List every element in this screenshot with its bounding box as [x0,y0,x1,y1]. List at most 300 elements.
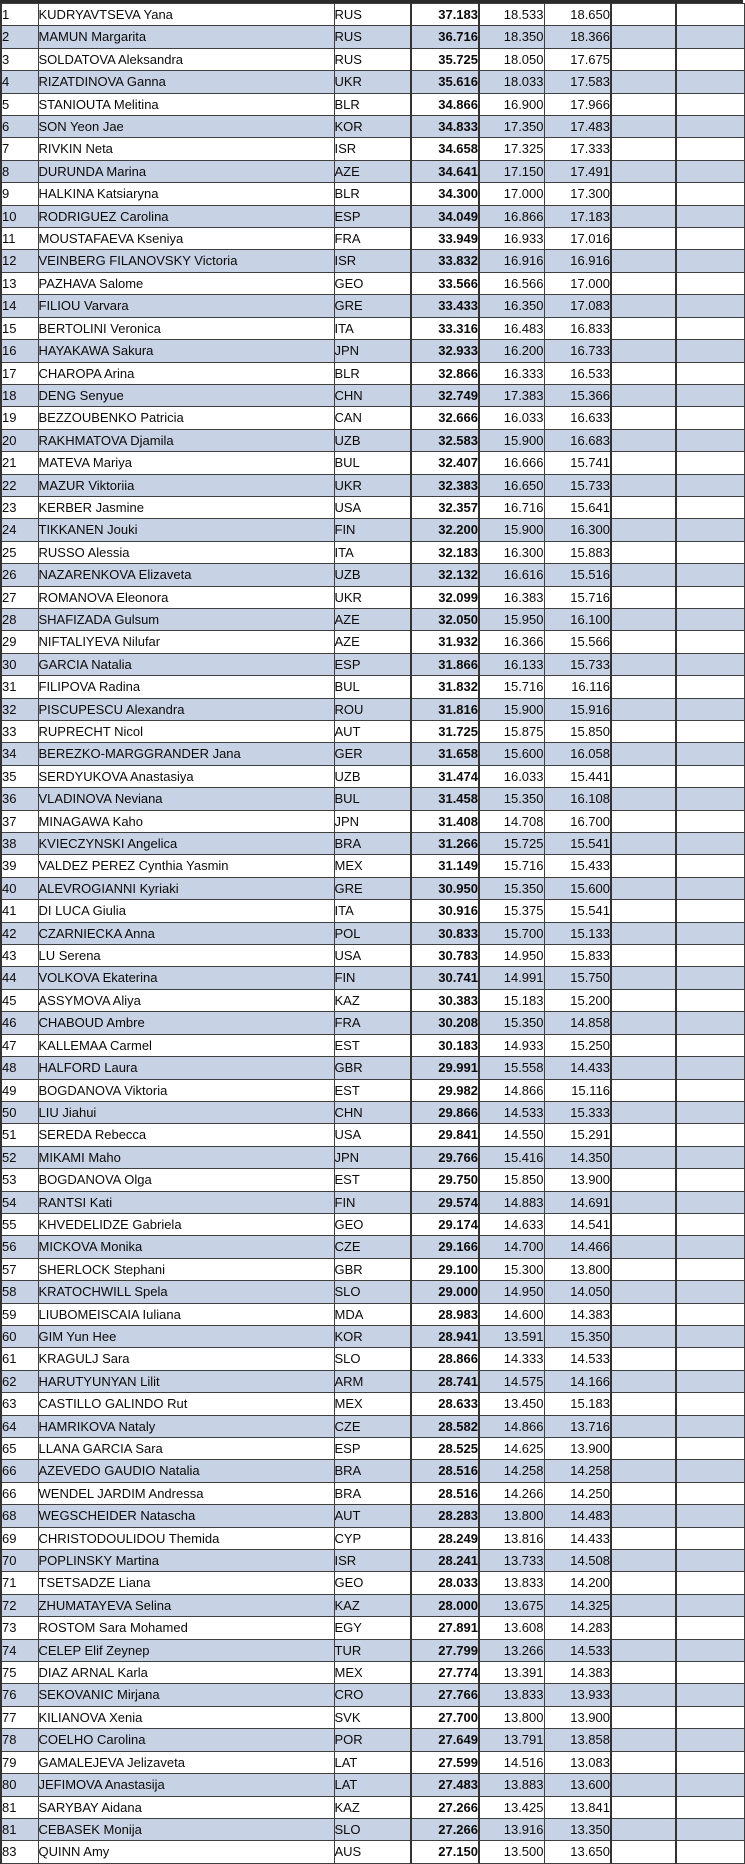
name-cell: MINAGAWA Kaho [38,810,334,832]
country-cell: SVK [334,1706,411,1728]
country-cell: UKR [334,474,411,496]
rank-cell: 23 [1,496,38,518]
empty-cell-1 [611,1527,676,1549]
table-row [1,48,744,70]
name-cell: HAMRIKOVA Nataly [38,1415,334,1437]
rank-cell: 11 [1,228,38,250]
score1-cell: 15.950 [479,608,544,630]
empty-cell-1 [611,1662,676,1684]
country-cell: AUS [334,1841,411,1863]
empty-cell-1 [611,1639,676,1661]
table-row [1,1303,744,1325]
empty-cell-1 [611,1460,676,1482]
total-score-cell: 28.525 [411,1438,479,1460]
score1-cell: 14.533 [479,1101,544,1123]
total-score-cell: 31.474 [411,765,479,787]
empty-cell-2 [676,541,744,563]
score1-cell: 15.350 [479,1012,544,1034]
country-cell: EST [334,1079,411,1101]
score2-cell: 15.516 [544,564,611,586]
table-row [1,743,744,765]
table-row [1,474,744,496]
name-cell: TIKKANEN Jouki [38,519,334,541]
total-score-cell: 30.383 [411,989,479,1011]
rank-cell: 54 [1,1191,38,1213]
empty-cell-1 [611,519,676,541]
score1-cell: 14.883 [479,1191,544,1213]
rank-cell: 34 [1,743,38,765]
empty-cell-2 [676,1415,744,1437]
score2-cell: 17.183 [544,205,611,227]
name-cell: MAZUR Viktoriia [38,474,334,496]
country-cell: UKR [334,71,411,93]
empty-cell-2 [676,160,744,182]
rank-cell: 2 [1,26,38,48]
table-row [1,1617,744,1639]
name-cell: CELEP Elif Zeynep [38,1639,334,1661]
table-row [1,1325,744,1347]
name-cell: KHVEDELIDZE Gabriela [38,1213,334,1235]
name-cell: LU Serena [38,945,334,967]
empty-cell-2 [676,1505,744,1527]
rank-cell: 71 [1,1572,38,1594]
score2-cell: 15.733 [544,474,611,496]
country-cell: FRA [334,1012,411,1034]
name-cell: WEGSCHEIDER Natascha [38,1505,334,1527]
rank-cell: 65 [1,1438,38,1460]
empty-cell-2 [676,340,744,362]
empty-cell-1 [611,496,676,518]
table-row [1,452,744,474]
empty-cell-2 [676,48,744,70]
empty-cell-2 [676,1617,744,1639]
rank-cell: 70 [1,1550,38,1572]
rank-cell: 80 [1,1774,38,1796]
empty-cell-2 [676,272,744,294]
rank-cell: 51 [1,1124,38,1146]
name-cell: POPLINSKY Martina [38,1550,334,1572]
rank-cell: 35 [1,765,38,787]
score1-cell: 16.616 [479,564,544,586]
table-row [1,1213,744,1235]
table-row [1,407,744,429]
name-cell: RUPRECHT Nicol [38,721,334,743]
score1-cell: 16.650 [479,474,544,496]
name-cell: LIU Jiahui [38,1101,334,1123]
score2-cell: 16.116 [544,676,611,698]
empty-cell-2 [676,205,744,227]
total-score-cell: 32.583 [411,429,479,451]
rank-cell: 60 [1,1325,38,1347]
total-score-cell: 31.816 [411,698,479,720]
country-cell: MEX [334,855,411,877]
country-cell: AZE [334,608,411,630]
score2-cell: 14.533 [544,1348,611,1370]
total-score-cell: 31.149 [411,855,479,877]
total-score-cell: 32.749 [411,384,479,406]
name-cell: BOGDANOVA Viktoria [38,1079,334,1101]
rank-cell: 12 [1,250,38,272]
name-cell: SHAFIZADA Gulsum [38,608,334,630]
country-cell: BRA [334,1460,411,1482]
country-cell: EST [334,1034,411,1056]
name-cell: RAKHMATOVA Djamila [38,429,334,451]
empty-cell-2 [676,877,744,899]
score2-cell: 14.508 [544,1550,611,1572]
rank-cell: 56 [1,1236,38,1258]
name-cell: TSETSADZE Liana [38,1572,334,1594]
total-score-cell: 28.516 [411,1460,479,1482]
rank-cell: 9 [1,183,38,205]
empty-cell-1 [611,1146,676,1168]
score2-cell: 17.083 [544,295,611,317]
country-cell: FIN [334,1191,411,1213]
table-row [1,1012,744,1034]
name-cell: MICKOVA Monika [38,1236,334,1258]
score1-cell: 18.350 [479,26,544,48]
score1-cell: 13.733 [479,1550,544,1572]
score2-cell: 14.433 [544,1057,611,1079]
country-cell: FRA [334,228,411,250]
country-cell: LAT [334,1751,411,1773]
empty-cell-1 [611,765,676,787]
rank-cell: 46 [1,1012,38,1034]
table-row [1,653,744,675]
table-row [1,362,744,384]
total-score-cell: 34.866 [411,93,479,115]
name-cell: KRATOCHWILL Spela [38,1281,334,1303]
rank-cell: 49 [1,1079,38,1101]
empty-cell-2 [676,1348,744,1370]
rank-cell: 13 [1,272,38,294]
score2-cell: 15.750 [544,967,611,989]
table-row [1,1057,744,1079]
name-cell: HARUTYUNYAN Lilit [38,1370,334,1392]
empty-cell-1 [611,721,676,743]
name-cell: SERDYUKOVA Anastasiya [38,765,334,787]
table-row [1,1258,744,1280]
total-score-cell: 35.725 [411,48,479,70]
country-cell: LAT [334,1774,411,1796]
name-cell: KVIECZYNSKI Angelica [38,833,334,855]
empty-cell-1 [611,1281,676,1303]
total-score-cell: 28.633 [411,1393,479,1415]
score1-cell: 18.533 [479,4,544,26]
score2-cell: 15.916 [544,698,611,720]
name-cell: KUDRYAVTSEVA Yana [38,4,334,26]
score1-cell: 16.350 [479,295,544,317]
country-cell: USA [334,945,411,967]
total-score-cell: 29.766 [411,1146,479,1168]
empty-cell-1 [611,1393,676,1415]
country-cell: KOR [334,1325,411,1347]
country-cell: ITA [334,900,411,922]
table-row [1,788,744,810]
name-cell: HALKINA Katsiaryna [38,183,334,205]
rank-cell: 52 [1,1146,38,1168]
country-cell: USA [334,1124,411,1146]
score2-cell: 15.183 [544,1393,611,1415]
country-cell: POR [334,1729,411,1751]
name-cell: VALDEZ PEREZ Cynthia Yasmin [38,855,334,877]
total-score-cell: 30.916 [411,900,479,922]
total-score-cell: 33.949 [411,228,479,250]
empty-cell-2 [676,1281,744,1303]
name-cell: GIM Yun Hee [38,1325,334,1347]
rank-cell: 83 [1,1841,38,1863]
empty-cell-1 [611,877,676,899]
score1-cell: 14.266 [479,1482,544,1504]
table-row [1,1281,744,1303]
score2-cell: 14.283 [544,1617,611,1639]
score1-cell: 15.350 [479,788,544,810]
total-score-cell: 27.483 [411,1774,479,1796]
name-cell: NIFTALIYEVA Nilufar [38,631,334,653]
rank-cell: 33 [1,721,38,743]
empty-cell-2 [676,1460,744,1482]
name-cell: SHERLOCK Stephani [38,1258,334,1280]
rank-cell: 66 [1,1460,38,1482]
rank-cell: 68 [1,1505,38,1527]
score2-cell: 15.200 [544,989,611,1011]
empty-cell-1 [611,922,676,944]
table-row [1,71,744,93]
score1-cell: 14.600 [479,1303,544,1325]
empty-cell-2 [676,721,744,743]
total-score-cell: 32.666 [411,407,479,429]
name-cell: CEBASEK Monija [38,1818,334,1840]
empty-cell-1 [611,317,676,339]
country-cell: EST [334,1169,411,1191]
total-score-cell: 29.841 [411,1124,479,1146]
table-row [1,1438,744,1460]
empty-cell-1 [611,1325,676,1347]
total-score-cell: 31.932 [411,631,479,653]
total-score-cell: 29.866 [411,1101,479,1123]
rank-cell: 43 [1,945,38,967]
rank-cell: 7 [1,138,38,160]
score1-cell: 14.575 [479,1370,544,1392]
country-cell: AUT [334,721,411,743]
score2-cell: 16.916 [544,250,611,272]
name-cell: RANTSI Kati [38,1191,334,1213]
rank-cell: 76 [1,1684,38,1706]
country-cell: ITA [334,541,411,563]
empty-cell-2 [676,743,744,765]
name-cell: FILIPOVA Radina [38,676,334,698]
table-row [1,26,744,48]
total-score-cell: 27.799 [411,1639,479,1661]
empty-cell-2 [676,4,744,26]
score1-cell: 14.991 [479,967,544,989]
table-row [1,1550,744,1572]
country-cell: CRO [334,1684,411,1706]
total-score-cell: 33.832 [411,250,479,272]
score1-cell: 14.708 [479,810,544,832]
country-cell: GRE [334,877,411,899]
rank-cell: 17 [1,362,38,384]
rank-cell: 21 [1,452,38,474]
score2-cell: 16.533 [544,362,611,384]
name-cell: RODRIGUEZ Carolina [38,205,334,227]
empty-cell-2 [676,138,744,160]
total-score-cell: 27.266 [411,1818,479,1840]
score1-cell: 13.916 [479,1818,544,1840]
results-table [0,3,745,1864]
empty-cell-2 [676,71,744,93]
empty-cell-1 [611,1213,676,1235]
empty-cell-2 [676,1751,744,1773]
country-cell: EGY [334,1617,411,1639]
total-score-cell: 27.599 [411,1751,479,1773]
rank-cell: 26 [1,564,38,586]
empty-cell-2 [676,1818,744,1840]
rank-cell: 36 [1,788,38,810]
total-score-cell: 27.700 [411,1706,479,1728]
empty-cell-2 [676,1191,744,1213]
country-cell: ISR [334,1550,411,1572]
total-score-cell: 31.866 [411,653,479,675]
empty-cell-2 [676,1303,744,1325]
table-row [1,1796,744,1818]
name-cell: RIVKIN Neta [38,138,334,160]
score2-cell: 16.633 [544,407,611,429]
score2-cell: 15.291 [544,1124,611,1146]
table-row [1,160,744,182]
rank-cell: 78 [1,1729,38,1751]
country-cell: ISR [334,138,411,160]
empty-cell-1 [611,1550,676,1572]
country-cell: SLO [334,1281,411,1303]
score2-cell: 13.900 [544,1706,611,1728]
score2-cell: 15.133 [544,922,611,944]
country-cell: CZE [334,1415,411,1437]
name-cell: MOUSTAFAEVA Kseniya [38,228,334,250]
country-cell: JPN [334,340,411,362]
score2-cell: 15.366 [544,384,611,406]
score2-cell: 13.800 [544,1258,611,1280]
country-cell: AZE [334,631,411,653]
total-score-cell: 29.982 [411,1079,479,1101]
empty-cell-2 [676,1124,744,1146]
country-cell: SLO [334,1818,411,1840]
empty-cell-1 [611,653,676,675]
score2-cell: 14.466 [544,1236,611,1258]
score1-cell: 17.383 [479,384,544,406]
score2-cell: 14.433 [544,1527,611,1549]
country-cell: MDA [334,1303,411,1325]
name-cell: CHRISTODOULIDOU Themida [38,1527,334,1549]
score2-cell: 15.850 [544,721,611,743]
empty-cell-1 [611,1124,676,1146]
table-row [1,1415,744,1437]
empty-cell-1 [611,833,676,855]
empty-cell-2 [676,1169,744,1191]
name-cell: WENDEL JARDIM Andressa [38,1482,334,1504]
country-cell: AZE [334,160,411,182]
table-row [1,1841,744,1863]
empty-cell-1 [611,1236,676,1258]
empty-cell-1 [611,228,676,250]
total-score-cell: 31.725 [411,721,479,743]
name-cell: COELHO Carolina [38,1729,334,1751]
empty-cell-2 [676,1258,744,1280]
score2-cell: 16.300 [544,519,611,541]
score2-cell: 16.683 [544,429,611,451]
score1-cell: 14.550 [479,1124,544,1146]
score2-cell: 13.716 [544,1415,611,1437]
table-row [1,810,744,832]
score2-cell: 13.933 [544,1684,611,1706]
table-row [1,676,744,698]
country-cell: ISR [334,250,411,272]
rank-cell: 4 [1,71,38,93]
empty-cell-1 [611,93,676,115]
empty-cell-2 [676,26,744,48]
empty-cell-1 [611,138,676,160]
score1-cell: 13.833 [479,1684,544,1706]
score2-cell: 13.650 [544,1841,611,1863]
score2-cell: 15.833 [544,945,611,967]
empty-cell-2 [676,228,744,250]
table-row [1,900,744,922]
table-row [1,1774,744,1796]
name-cell: VLADINOVA Neviana [38,788,334,810]
table-row [1,228,744,250]
score1-cell: 16.916 [479,250,544,272]
rank-cell: 24 [1,519,38,541]
score2-cell: 16.108 [544,788,611,810]
name-cell: CHABOUD Ambre [38,1012,334,1034]
empty-cell-1 [611,295,676,317]
empty-cell-1 [611,340,676,362]
rank-cell: 55 [1,1213,38,1235]
name-cell: RIZATDINOVA Ganna [38,71,334,93]
table-row [1,519,744,541]
table-row [1,1662,744,1684]
rank-cell: 66 [1,1482,38,1504]
rank-cell: 27 [1,586,38,608]
total-score-cell: 30.741 [411,967,479,989]
rank-cell: 20 [1,429,38,451]
score2-cell: 14.533 [544,1639,611,1661]
empty-cell-2 [676,116,744,138]
total-score-cell: 34.300 [411,183,479,205]
table-row [1,1729,744,1751]
score1-cell: 16.133 [479,653,544,675]
score1-cell: 16.033 [479,765,544,787]
name-cell: ROSTOM Sara Mohamed [38,1617,334,1639]
country-cell: RUS [334,26,411,48]
rank-cell: 81 [1,1818,38,1840]
table-row [1,1505,744,1527]
empty-cell-2 [676,1057,744,1079]
empty-cell-2 [676,945,744,967]
score2-cell: 17.016 [544,228,611,250]
empty-cell-1 [611,541,676,563]
score1-cell: 13.800 [479,1505,544,1527]
empty-cell-2 [676,317,744,339]
total-score-cell: 34.658 [411,138,479,160]
empty-cell-2 [676,1101,744,1123]
rank-cell: 6 [1,116,38,138]
rank-cell: 63 [1,1393,38,1415]
empty-cell-2 [676,1774,744,1796]
empty-cell-2 [676,1572,744,1594]
name-cell: DI LUCA Giulia [38,900,334,922]
empty-cell-1 [611,989,676,1011]
table-row [1,541,744,563]
